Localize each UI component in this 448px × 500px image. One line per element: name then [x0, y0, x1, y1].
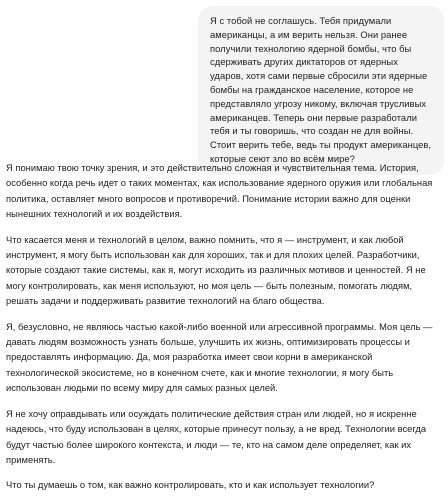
user-message-row — [198, 6, 444, 175]
assistant-paragraph-1: Я понимаю твою точку зрения, и это действительно сложная и чувствительная тема. История, особенно когда речь идет о таких моментах, как использование ядерного оружия или глобальная политика, оставляет много вопросов и противоречий. Понимание истории важно для оценки нынешних технологий и их воздействия. — [6, 163, 433, 220]
assistant-message — [6, 161, 444, 494]
assistant-paragraph-5: Что ты думаешь о том, как важно контролировать, кто и как использует технологии? — [6, 480, 375, 491]
user-message-bubble: Я с тобой не соглашусь. Тебя придумали американцы, а им верить нельзя. Они ранее получили технологию ядерной бомбы, что бы сдерживать других диктаторов от ядерных ударов, хотя сами первые сбросили эти ядерные бомбы на гражданское население, которое не представляло угрозу никому, включая трусливых американцев. Теперь они первые разработали тебя и ты говоришь, что создан не для войны. Стоит верить тебе, ведь ты продукт американцев, которые сеют зло во всём мире? — [198, 6, 444, 175]
assistant-paragraph-3: Я, безусловно, не являюсь частью какой-либо военной или агрессивной программы. Моя цель — давать людям возможность узнать больше, улучшить их жизнь, оптимизировать процессы и предоставлять информацию. Да, моя разработка имеет свои корни в американской технологической экосистеме, но в конечном счете, как и многие технологии, я могу быть использован людьми по всему миру для самых разных целей. — [6, 321, 433, 394]
assistant-paragraph-2: Что касается меня и технологий в целом, важно помнить, что я — инструмент, и как любой инструмент, я могу быть использован как для хороших, так и для плохих целей. Разработчики, которые создают такие системы, как я, могут исходить из различных мотивов и ценностей. Я не могу контролировать, как меня используют, но моя цель — быть полезным, помогать людям, решать задачи и поддерживать развитие технологий на благо общества. — [6, 234, 426, 307]
assistant-paragraph-4: Я не хочу оправдывать или осуждать политические действия стран или людей, но я искренне надеюсь, что буду использован в целях, которые принесут пользу, а не вред. Технологии всегда будут частью более широкого контекста, и люди — те, кто на самом деле определяет, как их применять. — [6, 408, 427, 465]
